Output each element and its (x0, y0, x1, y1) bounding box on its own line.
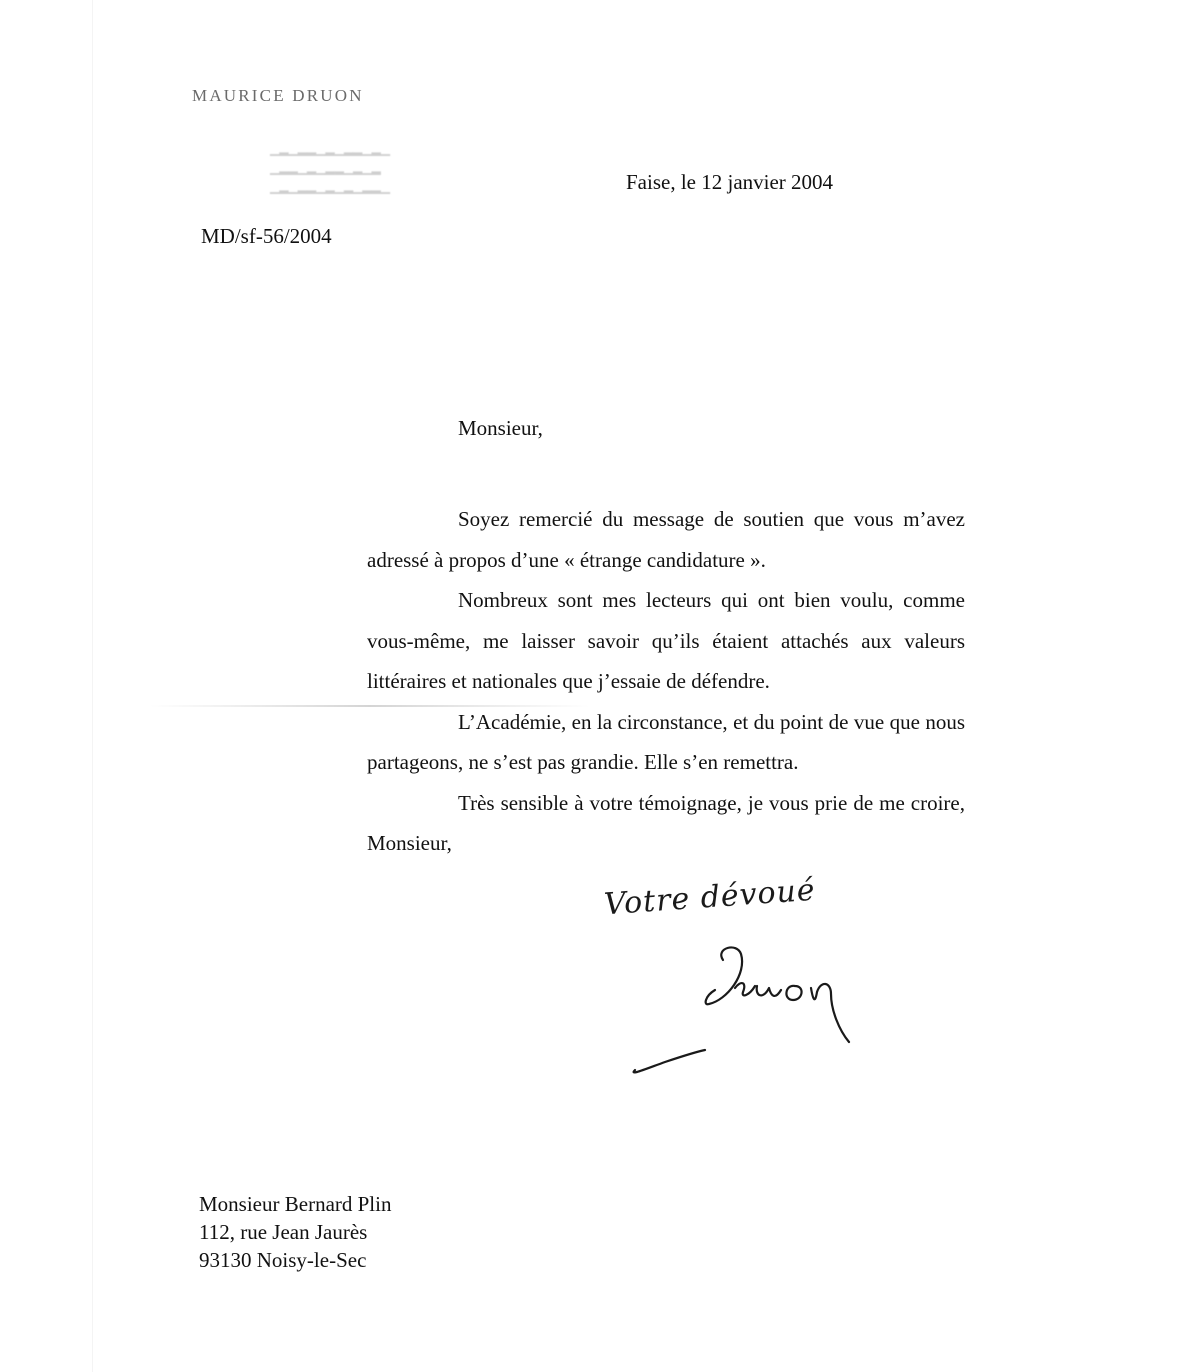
recipient-name: Monsieur Bernard Plin (199, 1192, 392, 1216)
letterhead-name: MAURICE DRUON (192, 86, 364, 105)
recipient-city: 93130 Noisy-le-Sec (199, 1248, 367, 1272)
letter-body (367, 499, 965, 864)
handwritten-closing: Votre dévoué (603, 872, 817, 923)
paragraph: Nombreux sont mes lecteurs qui ont bien voulu, comme vous-même, me laisser savoir qu’ils étaient attachés aux valeurs littéraires et nationales que j’essaie de défendre. (367, 588, 965, 693)
recipient-street: 112, rue Jean Jaurès (199, 1220, 368, 1244)
paragraph: Soyez remercié du message de soutien que vous m’avez adressé à propos d’une « étrange candidature ». (367, 507, 965, 572)
handwritten-signature (625, 930, 865, 1080)
letter-date: Faise, le 12 janvier 2004 (626, 170, 834, 194)
letter-reference: MD/sf-56/2004 (201, 224, 332, 248)
paragraph: L’Académie, en la circonstance, et du point de vue que nous partageons, ne s’est pas grandie. Elle s’en remettra. (367, 709, 965, 774)
recipient-address (199, 1190, 391, 1274)
paragraph: Très sensible à votre témoignage, je vous prie de me croire, Monsieur, (367, 790, 965, 855)
letterhead-bleedthrough: ▁▂▁▂▂▁▂▁▂▂▁▂▁ ▁▂▂▁▂▁▂▂▁▂▁▂ ▁▂▁▂▂▁▂▁▂▁▂▂▁ (270, 142, 390, 194)
salutation: Monsieur, (458, 416, 543, 440)
scan-edge (92, 0, 93, 1372)
